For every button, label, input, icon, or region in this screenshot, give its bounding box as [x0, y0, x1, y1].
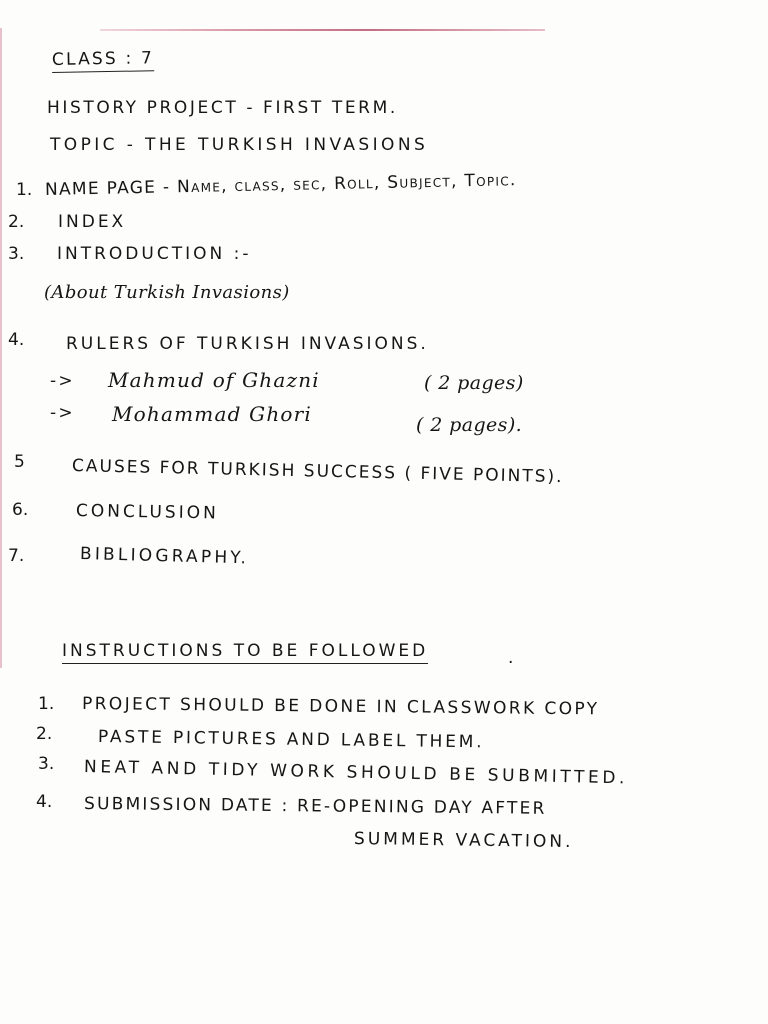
item-bibliography: BIBLIOGRAPHY. [79, 544, 250, 569]
instructions-heading-dot: . [508, 648, 516, 668]
instruction-submission: SUBMISSION DATE : RE-OPENING DAY AFTER [83, 794, 547, 819]
arrow-bullet: -> [50, 403, 75, 423]
item-index: INDEX [58, 212, 127, 232]
instruction-number: 3. [38, 754, 55, 774]
instruction-number: 1. [38, 694, 55, 714]
list-number: 7. [8, 546, 25, 566]
instruction-submission-continuation: SUMMER VACATION. [353, 829, 574, 853]
instruction-pictures: PASTE PICTURES AND LABEL THEM. [97, 727, 485, 753]
ruler-pages: ( 2 pages). [416, 414, 523, 436]
list-number: 2. [8, 212, 25, 232]
instruction-classwork: PROJECT SHOULD BE DONE IN CLASSWORK COPY [81, 694, 600, 720]
instruction-neat: NEAT AND TIDY WORK SHOULD BE SUBMITTED. [83, 757, 629, 789]
project-title: HISTORY PROJECT - FIRST TERM. [47, 98, 398, 118]
item-causes: CAUSES FOR TURKISH SUCCESS ( FIVE POINTS). [71, 456, 564, 488]
list-number: 4. [8, 330, 25, 350]
item-rulers: RULERS OF TURKISH INVASIONS. [66, 334, 429, 354]
class-label: CLASS : 7 [52, 48, 154, 73]
list-number: 1. [16, 180, 33, 200]
ruler-name: Mahmud of Ghazni [108, 368, 320, 392]
topic-line: TOPIC - THE TURKISH INVASIONS [50, 135, 429, 155]
instructions-heading: INSTRUCTIONS TO BE FOLLOWED [62, 641, 428, 664]
arrow-bullet: -> [50, 371, 75, 391]
introduction-note: (About Turkish Invasions) [44, 282, 290, 303]
ruler-name: Mohammad Ghori [112, 402, 312, 426]
item-name-page: NAME PAGE - Name, class, sec, Roll, Subject, Topic. [44, 170, 517, 200]
list-number: 6. [12, 500, 29, 520]
top-margin-line [100, 29, 545, 31]
item-conclusion: CONCLUSION [75, 501, 219, 524]
list-number: 3. [8, 244, 25, 264]
instruction-number: 2. [36, 724, 53, 744]
ruler-pages: ( 2 pages) [424, 372, 524, 394]
left-margin-line [0, 28, 2, 668]
item-introduction: INTRODUCTION :- [57, 244, 252, 264]
instruction-number: 4. [36, 792, 53, 812]
list-number: 5 [14, 452, 25, 472]
